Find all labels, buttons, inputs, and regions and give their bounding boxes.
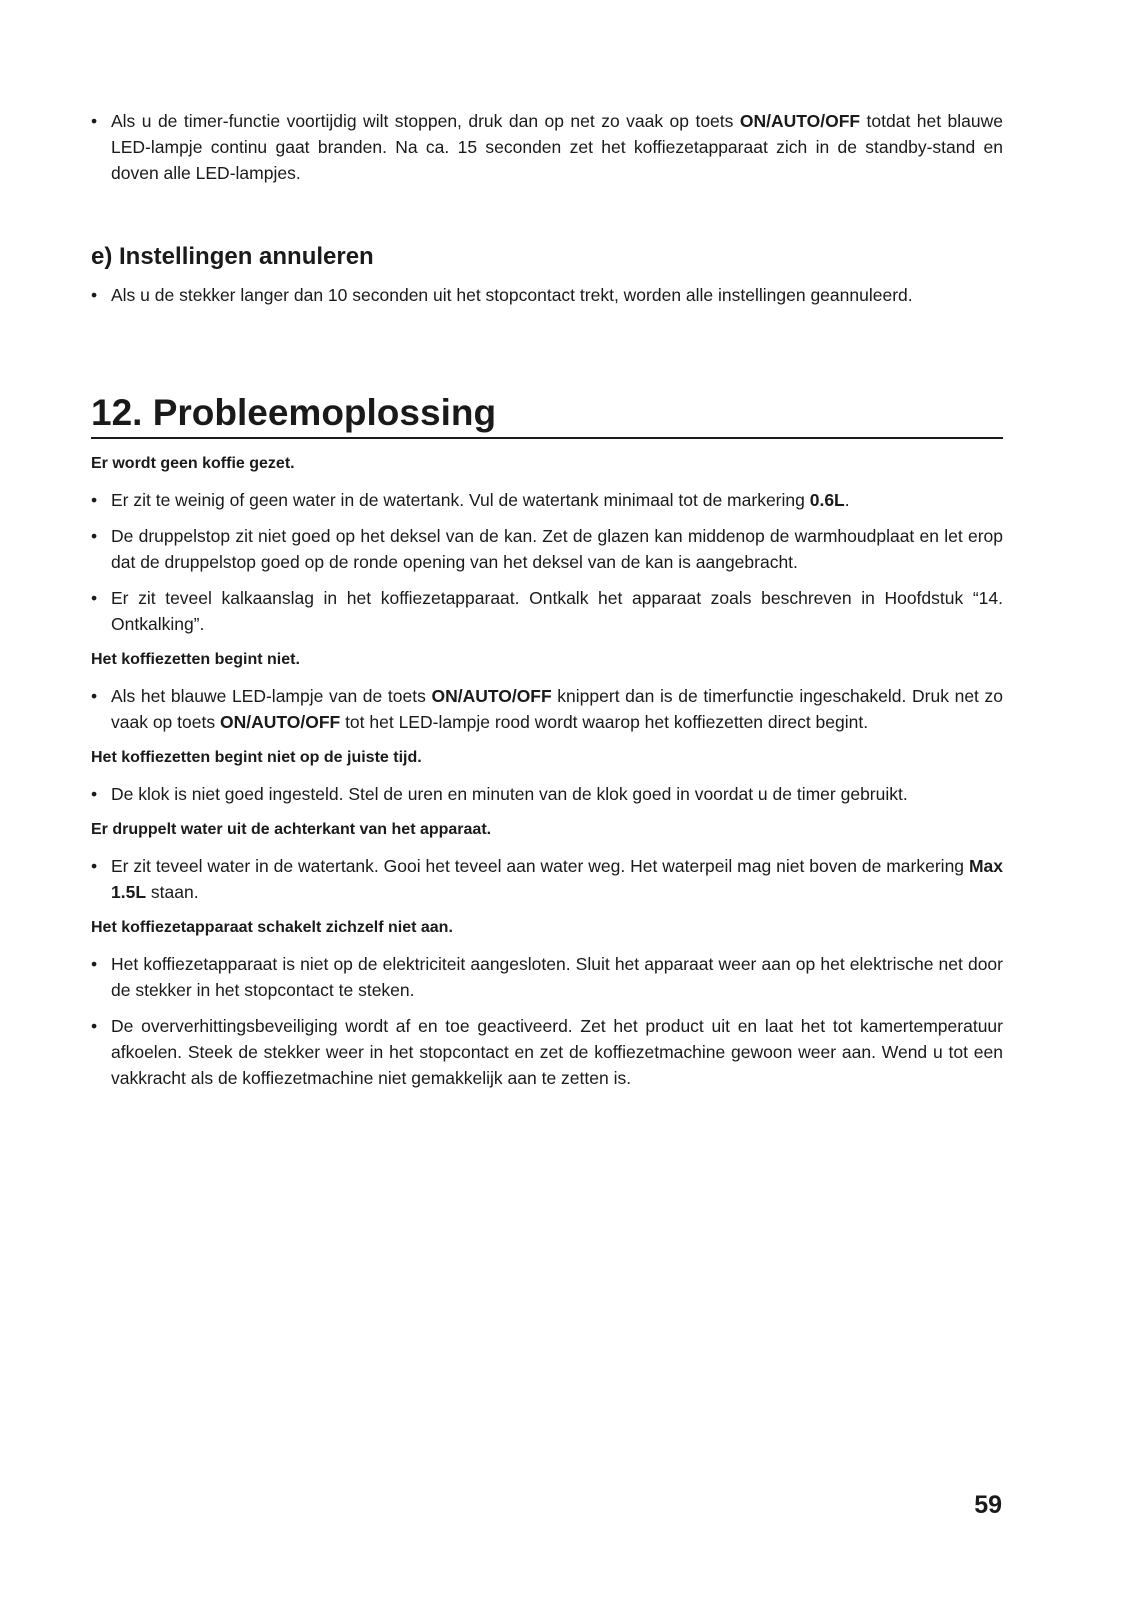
problem-bullet [91,585,1003,637]
bullet-text: tot het LED-lampje rood wordt waarop het koffiezetten direct begint. [340,712,869,732]
bullet-text: De oververhittingsbeveiliging wordt af en toe geactiveerd. Zet het product uit en laat het tot kamertemperatuur afkoelen. Steek de stekker weer in het stopcontact en zet de koffiezetmachine gewoon weer aan. Wend u tot een vakkracht als de koffiezetmachine niet gemakkelijk aan te zetten is. [111,1016,1003,1088]
bullet-dot: • [91,784,98,804]
problem-bullet [91,1013,1003,1091]
marking-emphasis: 0.6L [809,490,845,510]
bullet-text: Er zit teveel water in de watertank. Gooi het teveel aan water weg. Het waterpeil mag niet boven de markering [111,856,969,876]
problem-bullet [91,781,1003,807]
problem-heading: Het koffiezetten begint niet. [91,651,300,668]
page-number: 59 [974,1491,1002,1519]
bullet-text: knippert dan is de timerfunctie ingeschakeld. Druk net zo vaak op toets [111,686,1004,732]
problem-heading: Het koffiezetten begint niet op de juiste tijd. [91,749,422,766]
section-e-bullet [91,282,1003,308]
problem-heading: Er wordt geen koffie gezet. [91,455,295,472]
button-label-emphasis: ON/AUTO/OFF [739,111,861,131]
chapter-title: 12. Probleemoplossing [91,391,1003,439]
bullet-text: Er zit teveel kalkaanslag in het koffiezetapparaat. Ontkalk het apparaat zoals beschreven in Hoofdstuk “14. Ontkalking”. [111,588,1003,634]
section-e-heading: e) Instellingen annuleren [91,243,374,270]
problem-bullet [91,853,1003,905]
bullet-dot: • [91,490,98,510]
bullet-dot: • [91,954,98,974]
bullet-text: . [844,490,850,510]
bullet-text: De klok is niet goed ingesteld. Stel de uren en minuten van de klok goed in voordat u de timer gebruikt. [111,784,908,804]
problem-heading: Het koffiezetapparaat schakelt zichzelf niet aan. [91,919,453,936]
bullet-text: totdat het blauwe LED-lampje continu gaat branden. Na ca. 15 seconden zet het koffiezetapparaat zich in de standby-stand en doven alle LED-lampjes. [111,111,1003,183]
bullet-dot: • [91,588,98,608]
bullet-text: Er zit te weinig of geen water in de watertank. Vul de watertank minimaal tot de markering [111,490,810,510]
button-label-emphasis: ON/AUTO/OFF [219,712,341,732]
button-label-emphasis: ON/AUTO/OFF [431,686,552,706]
page-content [91,108,1003,1091]
bullet-text: staan. [146,882,199,902]
bullet-dot: • [91,285,98,305]
bullet-text: Als u de stekker langer dan 10 seconden uit het stopcontact trekt, worden alle instellingen geannuleerd. [111,285,913,305]
bullet-dot: • [91,1016,98,1036]
problem-bullet [91,951,1003,1003]
bullet-dot: • [91,856,98,876]
marking-emphasis: Max 1.5L [111,856,1003,902]
problem-bullet [91,487,1003,513]
bullet-dot: • [91,686,98,706]
bullet-text: Als u de timer-functie voortijdig wilt stoppen, druk dan op net zo vaak op toets [111,111,740,131]
bullet-text: Als het blauwe LED-lampje van de toets [111,686,432,706]
bullet-text: Het koffiezetapparaat is niet op de elektriciteit aangesloten. Sluit het apparaat weer aan op het elektrische net door de stekker in het stopcontact te steken. [111,954,1003,1000]
problem-heading: Er druppelt water uit de achterkant van het apparaat. [91,821,492,838]
bullet-text: De druppelstop zit niet goed op het deksel van de kan. Zet de glazen kan middenop de warmhoudplaat en let erop dat de druppelstop goed op de ronde opening van het deksel van de kan is aangebracht. [111,526,1003,572]
problem-bullet [91,683,1003,735]
intro-bullet [91,108,1003,186]
bullet-dot: • [91,526,98,546]
problem-bullet [91,523,1003,575]
bullet-dot: • [91,111,98,131]
